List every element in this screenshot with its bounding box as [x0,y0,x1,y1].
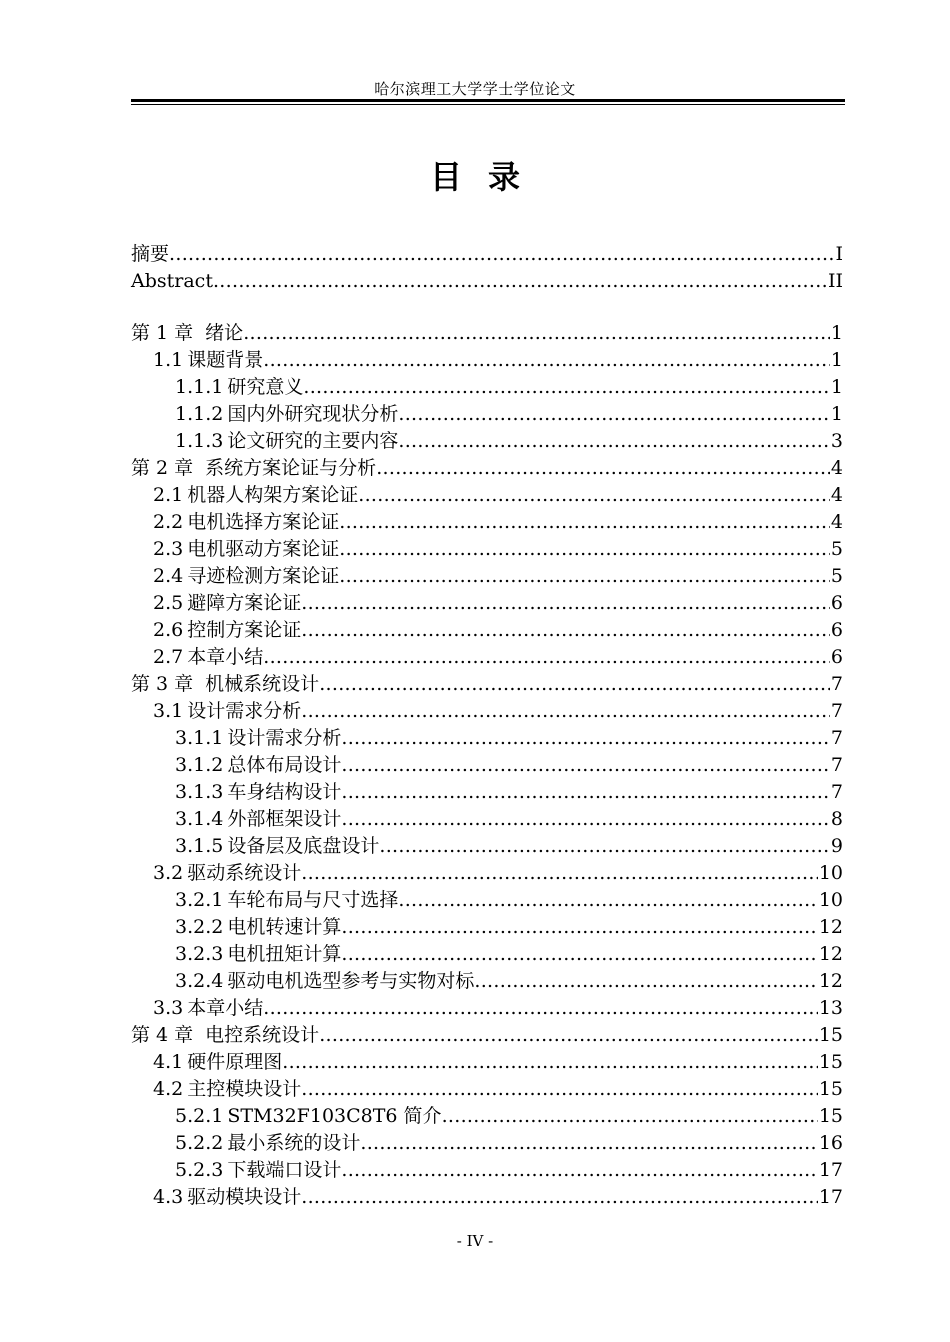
toc-entry[interactable] [131,644,843,671]
dot-leader [474,968,817,995]
toc-entry[interactable] [131,806,843,833]
toc-entry-number: 4.3 [153,1186,184,1208]
toc-entry[interactable] [131,509,843,536]
toc-entry-number: 第 2 章 [131,457,194,479]
toc-entry-page: 6 [830,619,843,641]
toc-entry-title: 主控模块设计 [187,1078,302,1100]
toc-entry-label [175,1130,360,1157]
toc-entry-label [131,671,319,698]
toc-entry-page: 1 [830,376,843,398]
toc-entry-title: 硬件原理图 [187,1051,283,1073]
dot-leader [379,833,830,860]
toc-entry-number: 1.1.2 [175,403,224,425]
toc-entry[interactable] [131,671,843,698]
toc-entry-number: 2.5 [153,592,184,614]
toc-entry-page: 12 [818,970,843,992]
toc-entry-title: 电机扭矩计算 [227,943,342,965]
toc-entry[interactable] [131,752,843,779]
toc-entry[interactable] [131,374,843,401]
toc-entry-title: 设备层及底盘设计 [227,835,380,857]
toc-entry-page: 15 [818,1051,843,1073]
toc-entry-label [153,509,339,536]
toc-entry-page: 10 [818,862,843,884]
dot-leader [301,1076,818,1103]
toc-entry[interactable] [131,455,843,482]
toc-entry[interactable] [131,1103,843,1130]
toc-entry-label [153,1076,301,1103]
dot-leader [282,1049,818,1076]
toc-entry-page: 4 [830,511,843,533]
toc-entry-label [175,752,341,779]
table-of-contents [131,241,843,1211]
toc-entry-label [131,241,169,268]
toc-entry-number: 2.4 [153,565,184,587]
toc-entry-number: 5.2.2 [175,1132,224,1154]
toc-entry-title: 设计需求分析 [227,727,342,749]
toc-entry-page: 4 [830,457,843,479]
toc-entry-page: 1 [830,403,843,425]
toc-entry-number: 3.3 [153,997,184,1019]
toc-entry-page: 7 [830,700,843,722]
toc-entry-title: 绪论 [205,322,244,344]
toc-entry-page: 12 [818,916,843,938]
toc-entry-page: 17 [818,1159,843,1181]
toc-entry-page: I [835,243,843,265]
toc-entry[interactable] [131,968,843,995]
toc-entry-title: 系统方案论证与分析 [205,457,377,479]
toc-entry-page: 15 [818,1105,843,1127]
toc-entry-number: 2.2 [153,511,184,533]
toc-entry-title: 驱动系统设计 [187,862,302,884]
dot-leader [442,1103,818,1130]
page-title: 目录 [429,158,546,196]
toc-entry-page: 17 [818,1186,843,1208]
toc-entry-page: 7 [830,754,843,776]
toc-entry-title: 摘要 [131,243,170,265]
dot-leader [319,1022,818,1049]
toc-entry-label [153,563,339,590]
toc-entry-title: 本章小结 [187,646,264,668]
toc-entry-number: 第 1 章 [131,322,194,344]
toc-entry-title: 机器人构架方案论证 [187,484,359,506]
dot-leader [341,779,830,806]
page-number: - IV - [456,1232,494,1250]
toc-entry-title: 国内外研究现状分析 [227,403,399,425]
toc-entry-label [153,644,263,671]
toc-entry-page: 16 [818,1132,843,1154]
dot-leader [169,241,834,268]
dot-leader [301,617,830,644]
header-rule-thin [131,104,845,105]
toc-entry-label [175,401,398,428]
toc-entry-page: 6 [830,592,843,614]
toc-entry-title: 电机驱动方案论证 [187,538,340,560]
toc-entry-number: 2.1 [153,484,184,506]
toc-entry-number: 1.1 [153,349,184,371]
toc-entry-label [131,268,213,295]
toc-entry-label [153,860,301,887]
toc-entry[interactable] [131,725,843,752]
toc-entry-label [175,887,398,914]
toc-entry-title: 机械系统设计 [205,673,320,695]
toc-entry-page: 1 [830,349,843,371]
dot-leader [339,536,830,563]
toc-entry-number: 2.6 [153,619,184,641]
toc-entry[interactable] [131,698,843,725]
toc-entry[interactable] [131,482,843,509]
toc-entry-page: 7 [830,781,843,803]
toc-entry-number: 3.1.1 [175,727,224,749]
toc-entry[interactable] [131,887,843,914]
toc-entry[interactable] [131,833,843,860]
toc-entry-label [131,1022,319,1049]
toc-entry-title: 外部框架设计 [227,808,342,830]
dot-leader [341,914,817,941]
toc-entry-page: 3 [830,430,843,452]
toc-entry-label [175,779,341,806]
toc-entry[interactable] [131,563,843,590]
toc-entry-number: 3.1.5 [175,835,224,857]
toc-entry-number: 第 3 章 [131,673,194,695]
toc-entry-title: Abstract [131,270,213,292]
dot-leader [301,860,818,887]
toc-entry-title: 寻迹检测方案论证 [187,565,340,587]
dot-leader [341,941,817,968]
dot-leader [263,995,818,1022]
dot-leader [360,1130,817,1157]
dot-leader [213,268,827,295]
toc-entry-title: 电机转速计算 [227,916,342,938]
toc-entry-page: 10 [818,889,843,911]
toc-entry-number: 3.2 [153,862,184,884]
toc-entry-label [175,914,341,941]
toc-entry-number: 3.2.1 [175,889,224,911]
toc-entry-title: 避障方案论证 [187,592,302,614]
toc-entry[interactable] [131,1049,843,1076]
toc-entry[interactable] [131,995,843,1022]
toc-entry-label [153,1184,301,1211]
toc-entry-title: 最小系统的设计 [227,1132,361,1154]
toc-entry-label [153,617,301,644]
toc-entry-number: 2.3 [153,538,184,560]
dot-leader [243,320,830,347]
running-header: 哈尔滨理工大学学士学位论文 [374,80,576,98]
dot-leader [263,347,830,374]
toc-entry-page: 13 [818,997,843,1019]
toc-entry-label [131,320,243,347]
toc-entry-label [175,806,341,833]
toc-entry[interactable] [131,428,843,455]
dot-leader [341,725,830,752]
toc-entry-title: 车轮布局与尺寸选择 [227,889,399,911]
toc-entry-title: STM32F103C8T6 简介 [227,1105,442,1127]
toc-entry-number: 3.1.4 [175,808,224,830]
toc-entry-page: 4 [830,484,843,506]
toc-entry-title: 控制方案论证 [187,619,302,641]
toc-entry-title: 车身结构设计 [227,781,342,803]
toc-entry-label [175,1103,442,1130]
toc-entry-page: 9 [830,835,843,857]
dot-leader [398,428,830,455]
dot-leader [341,1157,817,1184]
toc-entry-page: 5 [830,565,843,587]
toc-entry-label [153,590,301,617]
toc-entry[interactable] [131,268,843,295]
toc-entry-label [153,347,263,374]
toc-entry-title: 下载端口设计 [227,1159,342,1181]
toc-entry-label [131,455,376,482]
toc-entry-number: 第 4 章 [131,1024,194,1046]
toc-entry-label [175,941,341,968]
toc-entry-number: 3.2.3 [175,943,224,965]
toc-entry-title: 本章小结 [187,997,264,1019]
dot-leader [358,482,830,509]
toc-entry-number: 4.2 [153,1078,184,1100]
toc-entry-number: 3.1.2 [175,754,224,776]
toc-entry-title: 驱动电机选型参考与实物对标 [227,970,475,992]
toc-entry-page: 12 [818,943,843,965]
toc-entry-label [175,968,474,995]
toc-entry-title: 总体布局设计 [227,754,342,776]
toc-entry-page: 7 [830,727,843,749]
toc-entry-number: 4.1 [153,1051,184,1073]
toc-entry-title: 电机选择方案论证 [187,511,340,533]
toc-entry-title: 研究意义 [227,376,304,398]
toc-entry[interactable] [131,1157,843,1184]
toc-entry-title: 设计需求分析 [187,700,302,722]
toc-entry[interactable] [131,590,843,617]
toc-entry-number: 3.2.4 [175,970,224,992]
toc-entry-page: 1 [830,322,843,344]
toc-entry-number: 3.2.2 [175,916,224,938]
dot-leader [341,752,830,779]
toc-entry[interactable] [131,617,843,644]
dot-leader [301,590,830,617]
toc-entry[interactable] [131,1130,843,1157]
toc-entry-title: 论文研究的主要内容 [227,430,399,452]
toc-entry-number: 5.2.1 [175,1105,224,1127]
toc-entry-label [153,698,301,725]
dot-leader [339,509,830,536]
dot-leader [339,563,830,590]
toc-entry[interactable] [131,941,843,968]
toc-entry[interactable] [131,1184,843,1211]
toc-entry-page: 15 [818,1078,843,1100]
toc-entry[interactable] [131,320,843,347]
dot-leader [376,455,830,482]
toc-entry-title: 课题背景 [187,349,264,371]
toc-entry-number: 1.1.3 [175,430,224,452]
toc-entry[interactable] [131,779,843,806]
toc-entry-page: 5 [830,538,843,560]
toc-entry-number: 2.7 [153,646,184,668]
toc-entry[interactable] [131,860,843,887]
toc-entry-label [175,725,341,752]
toc-entry-page: 8 [830,808,843,830]
dot-leader [301,698,830,725]
toc-entry-number: 3.1.3 [175,781,224,803]
toc-entry-label [175,1157,341,1184]
toc-entry-number: 5.2.3 [175,1159,224,1181]
dot-leader [319,671,830,698]
toc-entry-label [153,1049,282,1076]
toc-entry-label [153,536,339,563]
toc-entry-number: 1.1.1 [175,376,224,398]
toc-entry-label [175,374,303,401]
toc-entry-title: 驱动模块设计 [187,1186,302,1208]
toc-entry[interactable] [131,241,843,268]
dot-leader [303,374,830,401]
header-rule-thick [131,99,845,102]
toc-entry-title: 电控系统设计 [205,1024,320,1046]
toc-entry[interactable] [131,1022,843,1049]
toc-entry[interactable] [131,401,843,428]
toc-entry[interactable] [131,1076,843,1103]
dot-leader [341,806,830,833]
toc-entry-number: 3.1 [153,700,184,722]
toc-entry[interactable] [131,347,843,374]
toc-entry[interactable] [131,536,843,563]
dot-leader [398,401,830,428]
toc-entry-label [153,482,358,509]
dot-leader [398,887,817,914]
toc-entry[interactable] [131,914,843,941]
dot-leader [263,644,830,671]
toc-entry-page: 6 [830,646,843,668]
dot-leader [301,1184,818,1211]
toc-entry-label [153,995,263,1022]
toc-entry-label [175,833,379,860]
toc-entry-page: 15 [818,1024,843,1046]
toc-entry-page: 7 [830,673,843,695]
toc-entry-label [175,428,398,455]
toc-entry-page: II [827,270,843,292]
